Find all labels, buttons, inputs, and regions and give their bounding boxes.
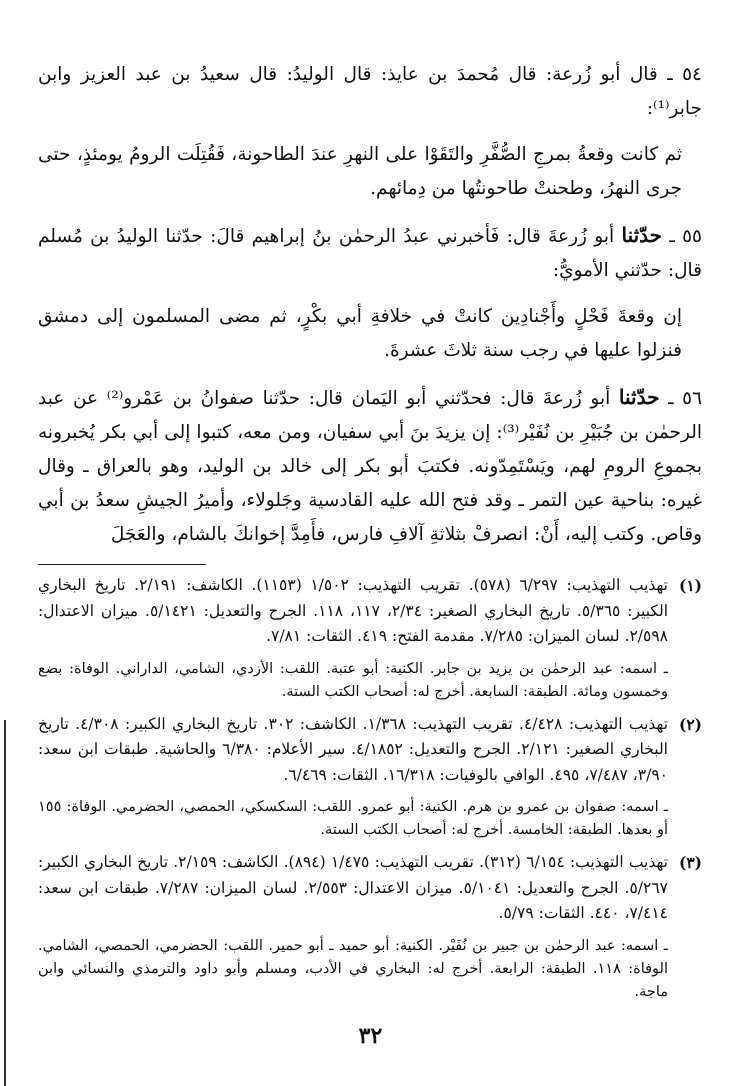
footnote-1 [38, 573, 702, 704]
paragraph-55-body-text: إن وقعةَ فَحْلٍ وأَجْنادِين كانتْ في خلافةِ أبي بكْرٍ، ثم مضى المسلمون إلى دمشق فنزلوا عليها في رجب سنة ثلاثَ عشرةَ. [38, 306, 682, 361]
paragraph-56-text: أبو زُرعةَ قال: فحدّثني أبو اليَمان قال: حدّثنا صفوانُ بن عَمْرو⁽²⁾ عن عبد الرحمٰن بن جُبَيْرِ بن نُفَيْر⁽³⁾: إن يزيدَ بنَ أبي سفيان، ومن معه، كتبوا إلى أبي بكر يُخبرونه بجموعِ الرومِ لهم، ويَسْتَمِدّونه. فكتبَ أبو بكر إلى خالد بن الوليد، وهو بالعراق ـ وقال غيره: بناحية عين التمر ـ وقد فتح الله عليه القادسية وجَلولاء، وأميرُ الجيشِ سعدُ بن أبي وقاص. وكتب إليه، أَنْ: انصرفْ بثلاثةِ آلافِ فارس، فأَمِدَّ إخوانكَ بالشام، والعَجَلَ [38, 388, 702, 545]
paragraph-55-number: ٥٥ ـ [669, 226, 702, 247]
footnote-2-bio: ـ اسمه: صفوان بن عمرو بن هرم. الكنية: أبو عمرو. اللقب: السكسكي، الحمصي، الحضرمي. الوفاة: ١٥٥ أو بعدها. الطبقة: الخامسة. أخرج له: أصحاب الكتب الستة. [38, 799, 668, 838]
paragraph-56-keyword: حدّثنا [618, 385, 660, 409]
footnote-2-text: تهذيب التهذيب: ٤/٤٢٨. تقريب التهذيب: ١/٣٦٨. الكاشف: ٣٠٢. تاريخ البخاري الكبير: ٤/٣٠٨. تاريخ البخاري الصغير: ٢/١٢١. الجرح والتعديل: ٤/١٨٥٢. سير الأعلام: ٦/٣٨٠ والحاشية. طبقات ابن سعد: ٣/٩٠، ٧/٤٨٧، ٤٩٥. الوافي بالوفيات: ١٦/٣١٨. الثقات: ٦/٤٦٩. [38, 714, 669, 784]
footnote-1-bio: ـ اسمه: عبد الرحمٰن بن يزيد بن جابر. الكنية: أبو عتبة. اللقب: الأزدي، الشامي، الداراني. الوفاة: بضع وخمسون ومائة. الطبقة: السابعة. أخرج له: أصحاب الكتب الستة. [38, 660, 668, 700]
footnote-3-text: تهذيب التهذيب: ٦/١٥٤ (٣١٢). تقريب التهذيب: ١/٤٧٥ (٨٩٤). الكاشف: ٢/١٥٩. تاريخ البخاري الكبير: ٥/٢٦٧. الجرح والتعديل: ٥/١٠٤١. ميزان الاعتدال: ٢/٥٥٣. لسان الميزان: ٧/٢٨٧. طبقات ابن سعد: ٧/٤١٤، ٤٤٠. الثقات: ٥/٧٩. [38, 853, 668, 922]
page-content [38, 58, 702, 1012]
footnote-3-number: (٣) [678, 853, 702, 872]
paragraph-55-body [38, 300, 702, 368]
footnote-3-bio: ـ اسمه: عبد الرحمٰن بن جبير بن نُفَيْر. الكنية: أبو حميد ـ أبو حمير. اللقب: الحضرمي، الحمصي، الشامي. الوفاة: ١١٨. الطبقة: الرابعة. أخرج له: البخاري في الأدب، ومسلم وأبو داود والترمذي والنسائي وابن ماجة. [38, 937, 668, 1000]
paragraph-55-keyword: حدّثنا [621, 223, 663, 247]
paragraph-56-number: ٥٦ ـ [668, 388, 703, 409]
footnote-2 [38, 712, 702, 843]
footnote-divider [38, 564, 206, 565]
page-number: ٣٢ [358, 1023, 383, 1049]
paragraph-54-body-text: ثم كانت وقعةُ بمرجِ الصُّفَّرِ والتَقَوْا على النهرِ عندَ الطاحونة، فَقُتِلَت الرومُ يومئذٍ، حتى جرى النهرُ، وطحنتْ طاحونتُها من دِمائهم. [38, 144, 682, 199]
footnote-1-number: (١) [678, 576, 702, 595]
page-edge-shadow [4, 720, 6, 1086]
paragraph-54-text: ٥٤ ـ قال أبو زُرعة: قال مُحمدَ بن عايذ: قال الوليدُ: قال سعيدُ بن عبد العزيز وابن جابر⁽¹⁾: [38, 64, 702, 119]
paragraph-54-body [38, 138, 702, 206]
paragraph-56 [38, 380, 702, 552]
footnote-1-text: تهذيب التهذيب: ٦/٢٩٧ (٥٧٨). تقريب التهذيب: ١/٥٠٢ (١١٥٣). الكاشف: ٢/١٩١. تاريخ البخاري الكبير: ٥/٣٦٥. تاريخ البخاري الصغير: ٢/٣٤، ١١٧، ١١٨. الجرح والتعديل: ٥/١٤٢١. ميزان الاعتدال: ٢/٥٩٨. لسان الميزان: ٧/٢٨٥. مقدمة الفتح: ٤١٩. الثقات: ٧/٨١. [38, 576, 668, 645]
paragraph-54 [38, 58, 702, 126]
footnote-3 [38, 850, 702, 1004]
paragraph-55-text: أبو زُرعةَ قال: فَأخبرني عبدُ الرحمٰن بنُ إبراهيم قالَ: حدّثنا الوليدُ بن مُسلم قال: حدّثني الأمويُّ: [38, 226, 702, 281]
footnote-2-number: (٢) [678, 714, 702, 734]
paragraph-55 [38, 218, 702, 288]
